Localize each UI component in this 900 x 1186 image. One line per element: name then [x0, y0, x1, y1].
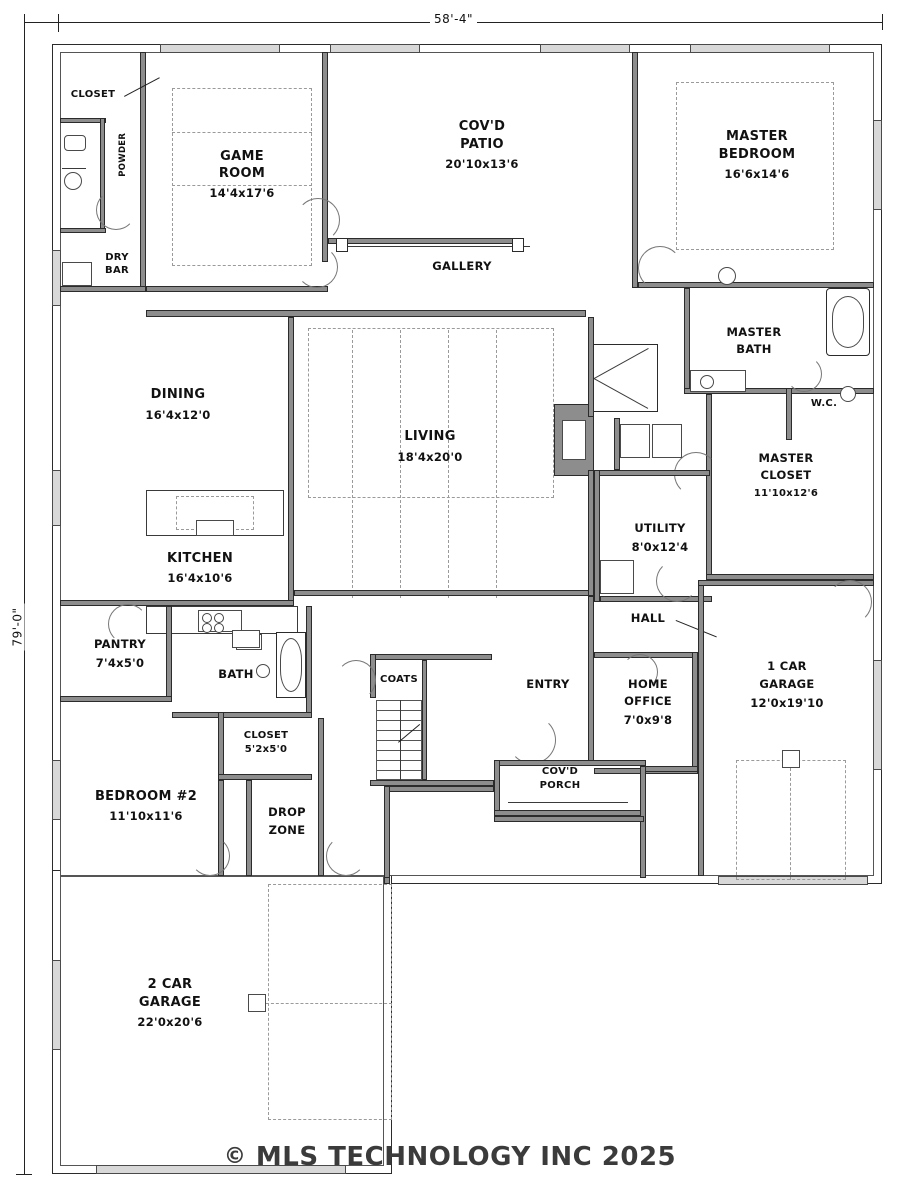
- garage2-slab-detail: [268, 884, 392, 1120]
- door-swing-bedroom2: [190, 836, 230, 876]
- room-label-game-room-line1: GAME: [220, 149, 264, 164]
- dim-tick: [882, 14, 883, 30]
- room-label-living: LIVING: [404, 429, 456, 444]
- window-left-3: [52, 760, 61, 820]
- ceiling-fan-icon: [718, 267, 736, 285]
- dim-tick: [58, 14, 59, 32]
- door-swing-powder: [96, 190, 136, 230]
- lavatory-powder: [64, 135, 86, 151]
- room-label-utility: UTILITY: [634, 521, 686, 535]
- window-right-2: [873, 660, 882, 770]
- door-swing-coats: [336, 660, 376, 700]
- wall-coats-top: [370, 654, 492, 660]
- window-right-1: [873, 120, 882, 210]
- room-label-drop-zone-line2: ZONE: [268, 823, 306, 837]
- wall-mid-lower-right: [640, 766, 698, 772]
- wall-wc-left: [786, 388, 792, 440]
- room-label-bedroom2-size: 11'10x11'6: [109, 809, 183, 823]
- wall-builtin: [614, 418, 620, 470]
- room-label-powder: POWDER: [118, 132, 129, 177]
- room-label-garage1-line2: GARAGE: [759, 677, 815, 691]
- window-left-1: [52, 250, 61, 306]
- room-label-patio-size: 20'10x13'6: [445, 157, 519, 171]
- room-label-kitchen: KITCHEN: [166, 551, 234, 566]
- garage1-floor-drain: [782, 750, 800, 768]
- wall-drybar-bottom: [60, 286, 146, 292]
- room-label-drop-zone-line1: DROP: [268, 805, 306, 819]
- wall-utility-bottom: [600, 596, 712, 602]
- vanity-bath: [232, 630, 260, 648]
- garage2-floor-drain: [248, 994, 266, 1012]
- room-label-kitchen-size: 16'4x10'6: [167, 571, 233, 585]
- overall-depth-dimension-line: [24, 22, 25, 1174]
- living-beam: [400, 330, 401, 598]
- room-label-master-bed-line1: MASTER: [726, 129, 788, 144]
- sink-masterbath: [700, 375, 714, 389]
- room-label-garage2-line1: 2 CAR: [147, 977, 193, 992]
- toilet-powder: [64, 172, 82, 190]
- wall-bath-right: [306, 606, 312, 718]
- door-swing-entry: [508, 716, 556, 764]
- room-label-bath: BATH: [218, 667, 254, 681]
- wall-mid-lower: [384, 786, 494, 792]
- wall-entry-lower: [494, 816, 644, 822]
- wall-closet2-left: [218, 712, 224, 780]
- wall-closet2-bottom: [218, 774, 312, 780]
- room-label-dry-bar-line1: DRY: [105, 252, 129, 263]
- room-label-patio-line1: COV'D: [458, 119, 506, 134]
- tub-basin: [832, 296, 864, 348]
- room-label-coats: COATS: [379, 674, 419, 685]
- living-beam: [496, 330, 497, 598]
- wall-patio-bottom: [328, 238, 518, 244]
- door-swing-wc: [786, 356, 822, 392]
- wall-left-lower: [384, 786, 390, 878]
- room-label-garage1-size: 12'0x19'10: [750, 696, 824, 710]
- wall-porch-left: [494, 760, 500, 816]
- room-label-master-bath-line2: BATH: [736, 342, 772, 356]
- room-label-pantry: PANTRY: [93, 637, 147, 651]
- wall-utility-top: [594, 470, 710, 476]
- room-label-home-office-line2: OFFICE: [624, 694, 672, 708]
- wall-living-right: [588, 317, 594, 417]
- room-label-master-closet-line2: CLOSET: [760, 468, 812, 482]
- burner-icon: [202, 613, 212, 623]
- room-label-garage2-size: 22'0x20'6: [137, 1015, 203, 1029]
- room-label-closet-bed2-size: 5'2x5'0: [244, 744, 288, 755]
- room-label-garage2-line2: GARAGE: [138, 995, 202, 1010]
- room-label-patio-line2: PATIO: [460, 137, 504, 152]
- patio-post-right: [512, 238, 524, 252]
- gameroom-ceiling-line: [172, 132, 312, 133]
- dim-tick: [16, 1174, 32, 1175]
- room-label-closet-bed2: CLOSET: [243, 730, 289, 741]
- shower-master: [592, 344, 658, 412]
- utility-counter: [600, 560, 634, 594]
- room-label-home-office-line1: HOME: [628, 677, 668, 691]
- overall-width-dimension-text: 58'-4": [430, 12, 477, 26]
- room-label-utility-size: 8'0x12'4: [631, 540, 689, 554]
- copyright-icon: ©: [223, 1144, 247, 1169]
- room-label-pantry-size: 7'4x5'0: [95, 656, 145, 670]
- masterbed-ceiling-detail: [676, 82, 834, 250]
- room-label-home-office-size: 7'0x9'8: [623, 713, 673, 727]
- room-label-dining-size: 16'4x12'0: [145, 408, 211, 422]
- door-swing-gameroom-2: [296, 246, 338, 288]
- room-label-master-closet-size: 11'10x12'6: [753, 488, 819, 499]
- room-label-entry: ENTRY: [526, 677, 570, 691]
- builtin-cabinet: [652, 424, 682, 458]
- wall-entry-right: [588, 596, 594, 766]
- room-label-closet-front: CLOSET: [70, 89, 116, 100]
- room-label-master-bed-line2: BEDROOM: [718, 147, 796, 162]
- watermark-text: MLS TECHNOLOGY INC 2025: [255, 1142, 677, 1172]
- tub-basin-bath: [280, 638, 302, 692]
- room-label-living-size: 18'4x20'0: [397, 450, 463, 464]
- window-left-4: [52, 960, 61, 1050]
- burner-icon: [202, 623, 212, 633]
- room-label-hall: HALL: [630, 611, 666, 625]
- garage1-slab-detail: [736, 760, 846, 880]
- window-top-4: [690, 44, 830, 53]
- overall-depth-dimension-text: 79'-0": [11, 603, 25, 650]
- room-label-game-room-size: 14'4x17'6: [209, 186, 275, 200]
- wall-garage1-left: [698, 580, 704, 876]
- burner-icon: [214, 623, 224, 633]
- toilet-tank-line: [62, 168, 86, 169]
- room-label-dining: DINING: [150, 387, 206, 402]
- wall-pantry-bottom: [60, 696, 172, 702]
- room-label-game-room-line2: ROOM: [218, 166, 266, 181]
- living-beam: [448, 330, 449, 598]
- room-label-gallery: GALLERY: [432, 259, 492, 273]
- room-label-master-closet-line1: MASTER: [758, 451, 814, 465]
- watermark: [0, 1142, 900, 1172]
- wall-porch-to-garage: [640, 766, 646, 878]
- living-beam: [352, 330, 353, 598]
- builtin-cabinet: [620, 424, 650, 458]
- patio-beam: [344, 246, 530, 247]
- wall-powder-bottom: [60, 228, 106, 233]
- room-label-master-bed-size: 16'6x14'6: [724, 167, 790, 181]
- wall-patio-right: [632, 52, 638, 288]
- window-top-1: [160, 44, 280, 53]
- door-swing-dropzone: [326, 836, 366, 876]
- window-top-2: [330, 44, 420, 53]
- wall-living-bottom: [294, 590, 594, 596]
- door-swing-garage1: [828, 580, 872, 624]
- island-sink: [196, 520, 234, 536]
- window-top-3: [540, 44, 630, 53]
- room-label-wc: W.C.: [810, 398, 838, 409]
- room-label-bedroom2: BEDROOM #2: [94, 789, 198, 804]
- patio-post-left: [336, 238, 348, 252]
- wall-dining-right: [288, 317, 294, 607]
- room-label-dry-bar-line2: BAR: [105, 265, 129, 276]
- porch-beam: [508, 802, 628, 803]
- room-label-garage1-line1: 1 CAR: [767, 659, 807, 673]
- room-label-porch-line1: COV'D: [541, 766, 579, 777]
- door-swing-gameroom: [296, 198, 340, 242]
- wall-pantry-right: [166, 606, 172, 702]
- burner-icon: [214, 613, 224, 623]
- drybar-counter: [62, 262, 92, 286]
- living-ceiling-detail: [308, 328, 554, 498]
- garage1-slope-line: [790, 768, 791, 880]
- room-label-porch-line2: PORCH: [539, 780, 581, 791]
- garage2-slope-line: [266, 1003, 392, 1004]
- wall-dropzone-left: [246, 780, 252, 876]
- door-swing-utility: [656, 560, 698, 602]
- wall-gameroom-bottom: [146, 286, 328, 292]
- room-label-master-bath-line1: MASTER: [726, 325, 782, 339]
- fireplace-firebox: [562, 420, 586, 460]
- wall-dropzone-right: [318, 718, 324, 876]
- wall-closet2-top: [218, 712, 312, 718]
- vanity-masterbath: [690, 370, 746, 392]
- wall-gallery-bottom: [146, 310, 586, 317]
- window-left-2: [52, 470, 61, 526]
- door-swing-masterbed: [638, 246, 682, 290]
